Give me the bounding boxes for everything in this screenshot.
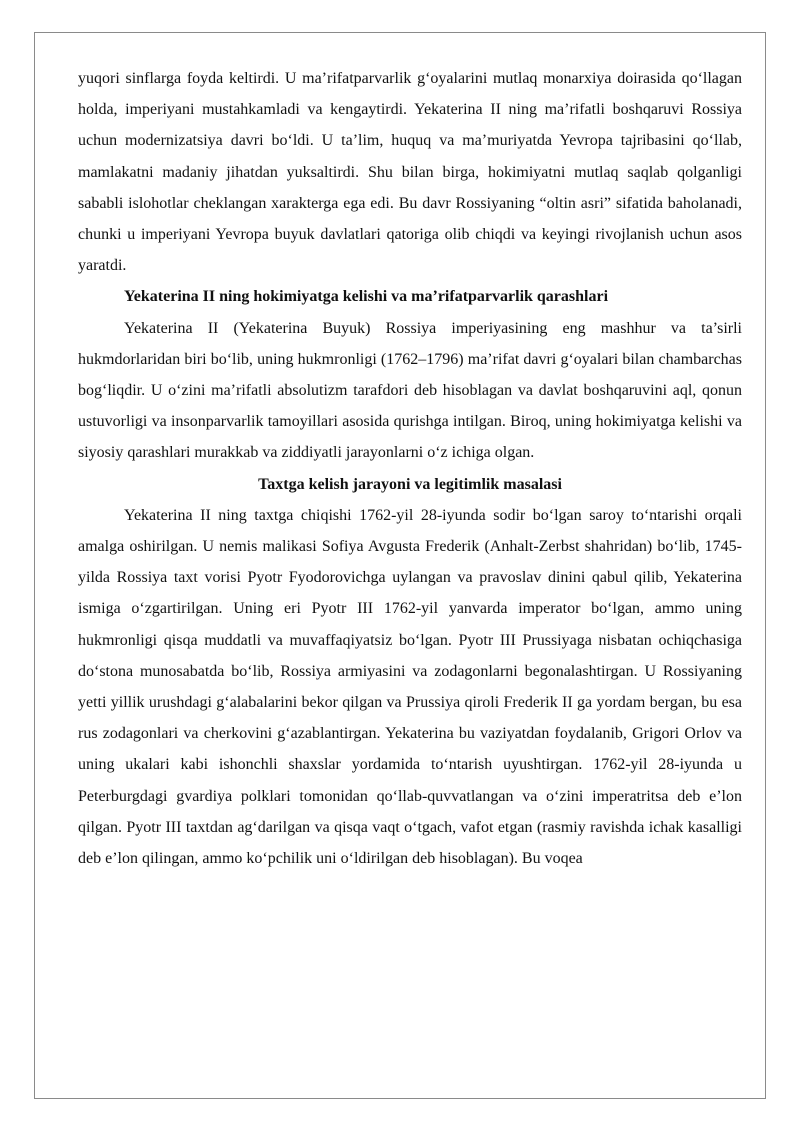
document-body [78,63,742,874]
section-heading-legitimacy: Taxtga kelish jarayoni va legitimlik masalasi [258,475,562,493]
paragraph-continuation: yuqori sinflarga foyda keltirdi. U ma’rifatparvarlik g‘oyalarini mutlaq monarxiya doirasida qo‘llagan holda, imperiyani mustahkamladi va kengaytirdi. Yekaterina II ning ma’rifatli boshqaruvi Rossiya uchun modernizatsiya davri bo‘ldi. U ta’lim, huquq va ma’muriyatda Yevropa tajribasini qo‘llab, mamlakatni madaniy jihatdan yuksaltirdi. Shu bilan birga, hokimiyatni mutlaq saqlab qolganligi sababli islohotlar cheklangan xarakterga ega edi. Bu davr Rossiyaning “oltin asri” sifatida baholanadi, chunki u imperiyani Yevropa buyuk davlatlari qatoriga olib chiqdi va keyingi rivojlanish uchun asos yaratdi. [78,70,742,275]
section-heading-accession: Yekaterina II ning hokimiyatga kelishi va ma’rifatparvarlik qarashlari [124,288,609,306]
paragraph-intro: Yekaterina II (Yekaterina Buyuk) Rossiya imperiyasining eng mashhur va ta’sirli hukmdorlaridan biri bo‘lib, uning hukmronligi (1762–1796) ma’rifat davri g‘oyalari bilan chambarchas bog‘liqdir. U o‘zini ma’rifatli absolutizm tarafdori deb hisoblagan va davlat boshqaruvini aql, qonun ustuvorligi va insonparvarlik tamoyillari asosida qurishga intilgan. Biroq, uning hokimiyatga kelishi va siyosiy qarashlari murakkab va ziddiyatli jarayonlarni o‘z ichiga olgan. [78,319,742,462]
paragraph-coup: Yekaterina II ning taxtga chiqishi 1762-yil 28-iyunda sodir bo‘lgan saroy to‘ntarishi orqali amalga oshirilgan. U nemis malikasi Sofiya Avgusta Frederik (Anhalt-Zerbst shahridan) bo‘lib, 1745-yilda Rossiya taxt vorisi Pyotr Fyodorovichga uylangan va pravoslav dinini qabul qilib, Yekaterina ismiga o‘zgartirilgan. Uning eri Pyotr III 1762-yil yanvarda imperator bo‘lgan, ammo uning hukmronligi qisqa muddatli va muvaffaqiyatsiz bo‘lgan. Pyotr III Prussiyaga nisbatan ochiqchasiga do‘stona munosabatda bo‘lib, Rossiya armiyasini va zodagonlarni begonalashtirgan. U Rossiyaning yetti yillik urushdagi g‘alabalarini bekor qilgan va Prussiya qiroli Frederik II ga yordam bergan, bu esa rus zodagonlari va cherkovini g‘azablantirgan. Yekaterina bu vaziyatdan foydalanib, Grigori Orlov va uning ukalari kabi ishonchli shaxslar yordamida to‘ntarish uyushtirgan. 1762-yil 28-iyunda u Peterburgdagi gvardiya polklari tomonidan qo‘llab-quvvatlangan va o‘zini imperatritsa deb e’lon qilgan. Pyotr III taxtdan ag‘darilgan va qisqa vaqt o‘tgach, vafot etgan (rasmiy ravishda ichak kasalligi deb e’lon qilingan, ammo ko‘pchilik uni o‘ldirilgan deb hisoblagan). Bu voqea [78,506,742,868]
